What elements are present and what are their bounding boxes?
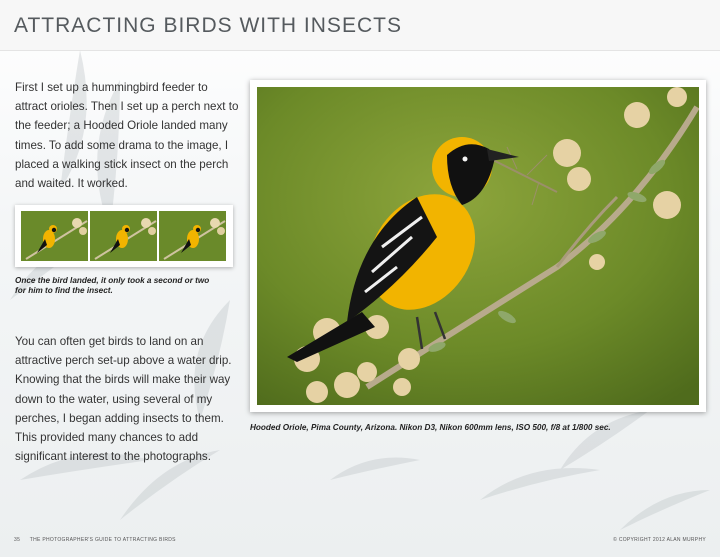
thumbnail-1 bbox=[21, 211, 88, 261]
paragraph-water-drip: You can often get birds to land on an attractive perch set-up above a water drip. Knowing that the birds will make their way down to the water, using several of my perches, I began adding insects to them. This provided many chances to add significant interest to the photographs. bbox=[15, 335, 232, 464]
footer-left bbox=[14, 537, 176, 543]
page-number: 35 bbox=[14, 537, 21, 543]
page-title: ATTRACTING BIRDS WITH INSECTS bbox=[14, 14, 402, 37]
thumbnail-3 bbox=[159, 211, 226, 261]
book-title: THE PHOTOGRAPHER'S GUIDE TO ATTRACTING BIRDS bbox=[29, 537, 176, 543]
thumbnail-2 bbox=[90, 211, 157, 261]
main-photo-caption: Hooded Oriole, Pima County, Arizona. Nikon D3, Nikon 600mm lens, ISO 500, f/8 at 1/800 sec. bbox=[250, 423, 611, 432]
page-header bbox=[0, 0, 720, 51]
strip-caption: Once the bird landed, it only took a second or two for him to find the insect. bbox=[15, 276, 210, 295]
oriole-photo bbox=[257, 87, 699, 405]
thumbnail-strip bbox=[15, 205, 233, 267]
paragraph-intro: First I set up a hummingbird feeder to attract orioles. Then I set up a perch next to the feeder; a Hooded Oriole landed many times. To add some drama to the image, I placed a walking stick insect on the perch and waited. It worked. bbox=[15, 81, 239, 191]
main-photo-frame bbox=[250, 80, 706, 412]
copyright: © COPYRIGHT 2012 ALAN MURPHY bbox=[613, 537, 706, 543]
